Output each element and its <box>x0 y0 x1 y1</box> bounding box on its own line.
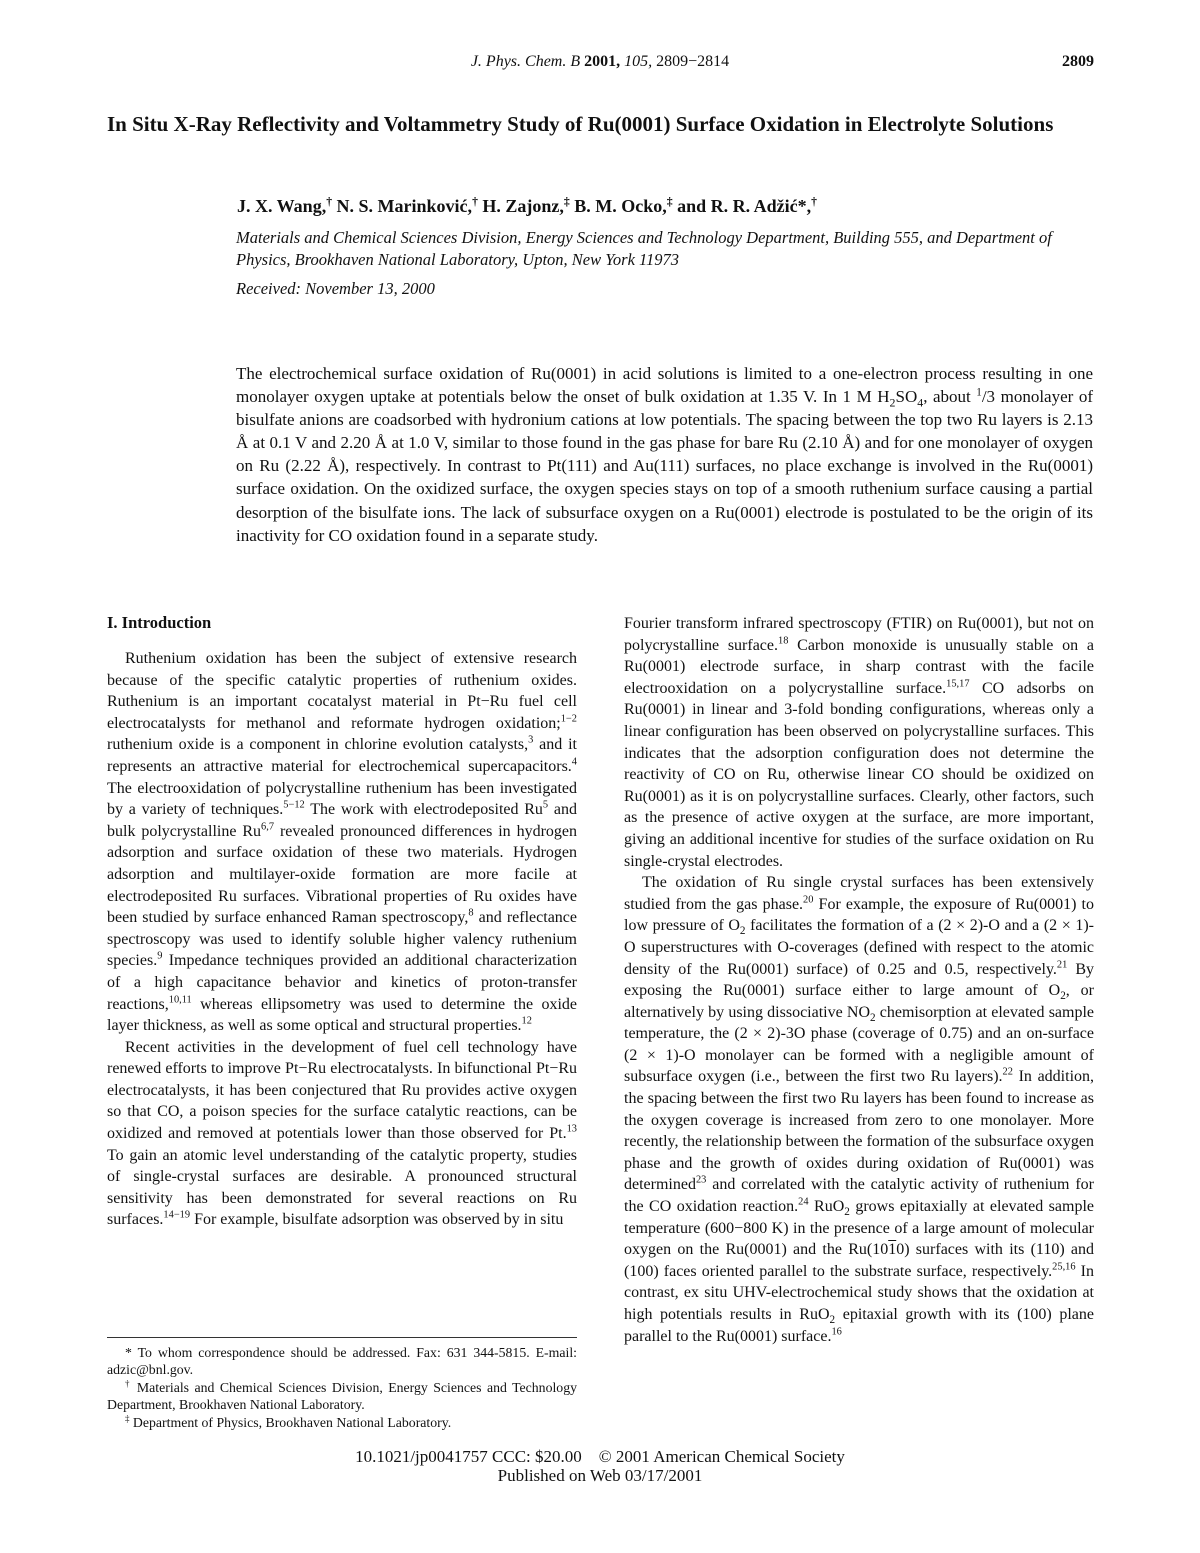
journal-name: J. Phys. Chem. B <box>470 53 581 70</box>
affiliation: Materials and Chemical Sciences Division, Energy Sciences and Technology Department, Building 555, and Department of Physics, Brookhaven National Laboratory, Upton, New York 11973 <box>236 228 1052 269</box>
footnote: * To whom correspondence should be addressed. Fax: 631 344-5815. E-mail: adzic@bnl.gov. <box>107 1345 577 1378</box>
author: N. S. Marinković,† <box>336 195 478 216</box>
footnote: † Materials and Chemical Sciences Division, Energy Sciences and Technology Department, Brookhaven National Laboratory. <box>107 1378 578 1413</box>
journal-volume: 105, <box>624 53 653 70</box>
journal-pages: 2809−2814 <box>656 53 730 70</box>
author: and R. R. Adžić*,† <box>677 195 817 216</box>
page-footer <box>0 1447 1200 1485</box>
paragraph: Recent activities in the development of fuel cell technology have renewed efforts to improve Pt−Ru electrocatalysts. In bifunctional Pt−Ru electrocatalysts, it has been conjectured that Ru provides active oxygen so that CO, a poison species for the surface catalytic reactions, can be oxidized and removed at potentials lower than those observed for Pt.$^{13}$ To gain an atomic level understanding of the catalytic property, studies of single-crystal surfaces are desirable. A pronounced structural sensitivity has been demonstrated for several reactions on Ru surfaces.$^{14-19}$ For example, bisulfate adsorption was observed by in situ <box>107 1038 577 1229</box>
section-heading: I. Introduction <box>107 613 212 632</box>
abstract: The electrochemical surface oxidation of Ru(0001) in acid solutions is limited to a one-electron process resulting in one monolayer oxygen uptake at potentials below the onset of bulk oxidation at 1.35 V. In 1 M $H_2SO_4$, about $^1$/3 monolayer of bisulfate anions are coadsorbed with hydronium cations at low potentials. The spacing between the top two Ru layers is 2.13 Å at 0.1 V and 2.20 Å at 1.0 V, similar to those found in the gas phase for bare Ru (2.10 Å) and for one monolayer of oxygen on Ru (2.22 Å), respectively. In contrast to Pt(111) and Au(111) surfaces, no place exchange is involved in the Ru(0001) surface oxidation. On the oxidized surface, the oxygen species stays on top of a smooth ruthenium surface causing a partial desorption of the bisulfate ions. The lack of subsurface oxygen on a Ru(0001) electrode is postulated to be the origin of its inactivity for CO oxidation found in a separate study. <box>236 364 1094 545</box>
article-title: In Situ X-Ray Reflectivity and Voltammetry Study of Ru(0001) Surface Oxidation in Electrolyte Solutions <box>107 112 1054 136</box>
author-list <box>237 196 817 217</box>
right-column <box>624 613 1094 1347</box>
author: J. X. Wang,† <box>237 195 333 216</box>
footnotes <box>107 1344 577 1431</box>
copyright: © 2001 American Chemical Society <box>598 1447 845 1466</box>
paragraph: Fourier transform infrared spectroscopy (FTIR) on Ru(0001), but not on polycrystalline surface.$^{18}$ Carbon monoxide is unusually stable on a Ru(0001) electrode surface, in sharp contrast with the facile electrooxidation on a polycrystalline surface.$^{15,17}$ CO adsorbs on Ru(0001) in linear and 3-fold bonding configurations, whereas only a linear configuration has been observed on polycrystalline surfaces. This indicates that the adsorption configuration does not determine the reactivity of CO on Ru, otherwise linear CO should be oxidized on Ru(0001) as it is on polycrystalline surfaces. Clearly, other factors, such as the presence of active oxygen at the surface, are more important, giving an additional incentive for studies of the surface oxidation on Ru single-crystal electrodes. <box>624 615 1094 870</box>
paragraph: Ruthenium oxidation has been the subject of extensive research because of the specific catalytic properties of ruthenium oxides. Ruthenium is an important cocatalyst material in Pt−Ru fuel cell electrocatalysts for methanol and reformate hydrogen oxidation;$^{1-2}$ ruthenium oxide is a component in chlorine evolution catalysts,$^3$ and it represents an attractive material for electrochemical supercapacitors.$^4$ The electrooxidation of polycrystalline ruthenium has been investigated by a variety of techniques.$^{5-12}$ The work with electrodeposited Ru$^5$ and bulk polycrystalline Ru$^{6,7}$ revealed pronounced differences in hydrogen adsorption and surface oxidation of these two materials. Hydrogen adsorption and multilayer-oxide formation are more facile at electrodeposited Ru surfaces. Vibrational properties of Ru oxides have been studied by surface enhanced Raman spectroscopy,$^8$ and reflectance spectroscopy was used to identify soluble higher valency ruthenium species.$^9$ Impedance techniques provided an additional characterization of a high capacitance behavior and kinetics of proton-transfer reactions,$^{10,11}$ whereas ellipsometry was used to determine the oxide layer thickness, as well as some optical and structural properties.$^{12}$ <box>107 650 578 1035</box>
received-date: Received: November 13, 2000 <box>236 279 435 298</box>
journal-header <box>0 53 1200 71</box>
journal-year: 2001, <box>584 53 621 70</box>
author: B. M. Ocko,‡ <box>574 195 673 216</box>
paragraph: The oxidation of Ru single crystal surfaces has been extensively studied from the gas phase.$^{20}$ For example, the exposure of Ru(0001) to low pressure of $O_2$ facilitates the formation of a (2 × 2)-O and a (2 × 1)-O superstructures with O-coverages (defined with respect to the atomic density of the Ru(0001) surface) of 0.25 and 0.5, respectively.$^{21}$ By exposing the Ru(0001) surface either to large amount of $O_2$, or alternatively by using dissociative $NO_2$ chemisorption at elevated sample temperature, the (2 × 2)-3O phase (coverage of 0.75) and an on-surface (2 × 1)-O monolayer can be formed with a negligible amount of subsurface oxygen (i.e., between the first two Ru layers).$^{22}$ In addition, the spacing between the first two Ru layers has been found to increase as the oxygen coverage is increased from zero to one monolayer. More recently, the relationship between the formation of the subsurface oxygen phase and the growth of oxides during oxidation of Ru(0001) was determined$^{23}$ and correlated with the catalytic activity of ruthenium for the CO oxidation reaction.$^{24}$ RuO$_2$ grows epitaxially at elevated sample temperature (600−800 K) in the presence of a large amount of molecular oxygen on the Ru(0001) and the Ru(1010) surfaces with its (110) and (100) faces oriented parallel to the substrate surface, respectively.$^{25,16}$ In contrast, ex situ UHV-electrochemical study shows that the oxidation at high potentials results in RuO$_2$ epitaxial growth with its (100) plane parallel to the Ru(0001) surface.$^{16}$ <box>624 874 1095 1345</box>
left-column <box>107 648 577 1231</box>
footnote: ‡ Department of Physics, Brookhaven National Laboratory. <box>125 1413 452 1430</box>
doi: 10.1021/jp0041757 CCC: $20.00 <box>355 1447 582 1466</box>
published-date: Published on Web 03/17/2001 <box>497 1466 703 1485</box>
footnote-divider <box>107 1337 577 1338</box>
author: H. Zajonz,‡ <box>482 195 570 216</box>
page-number: 2809 <box>1062 53 1094 70</box>
